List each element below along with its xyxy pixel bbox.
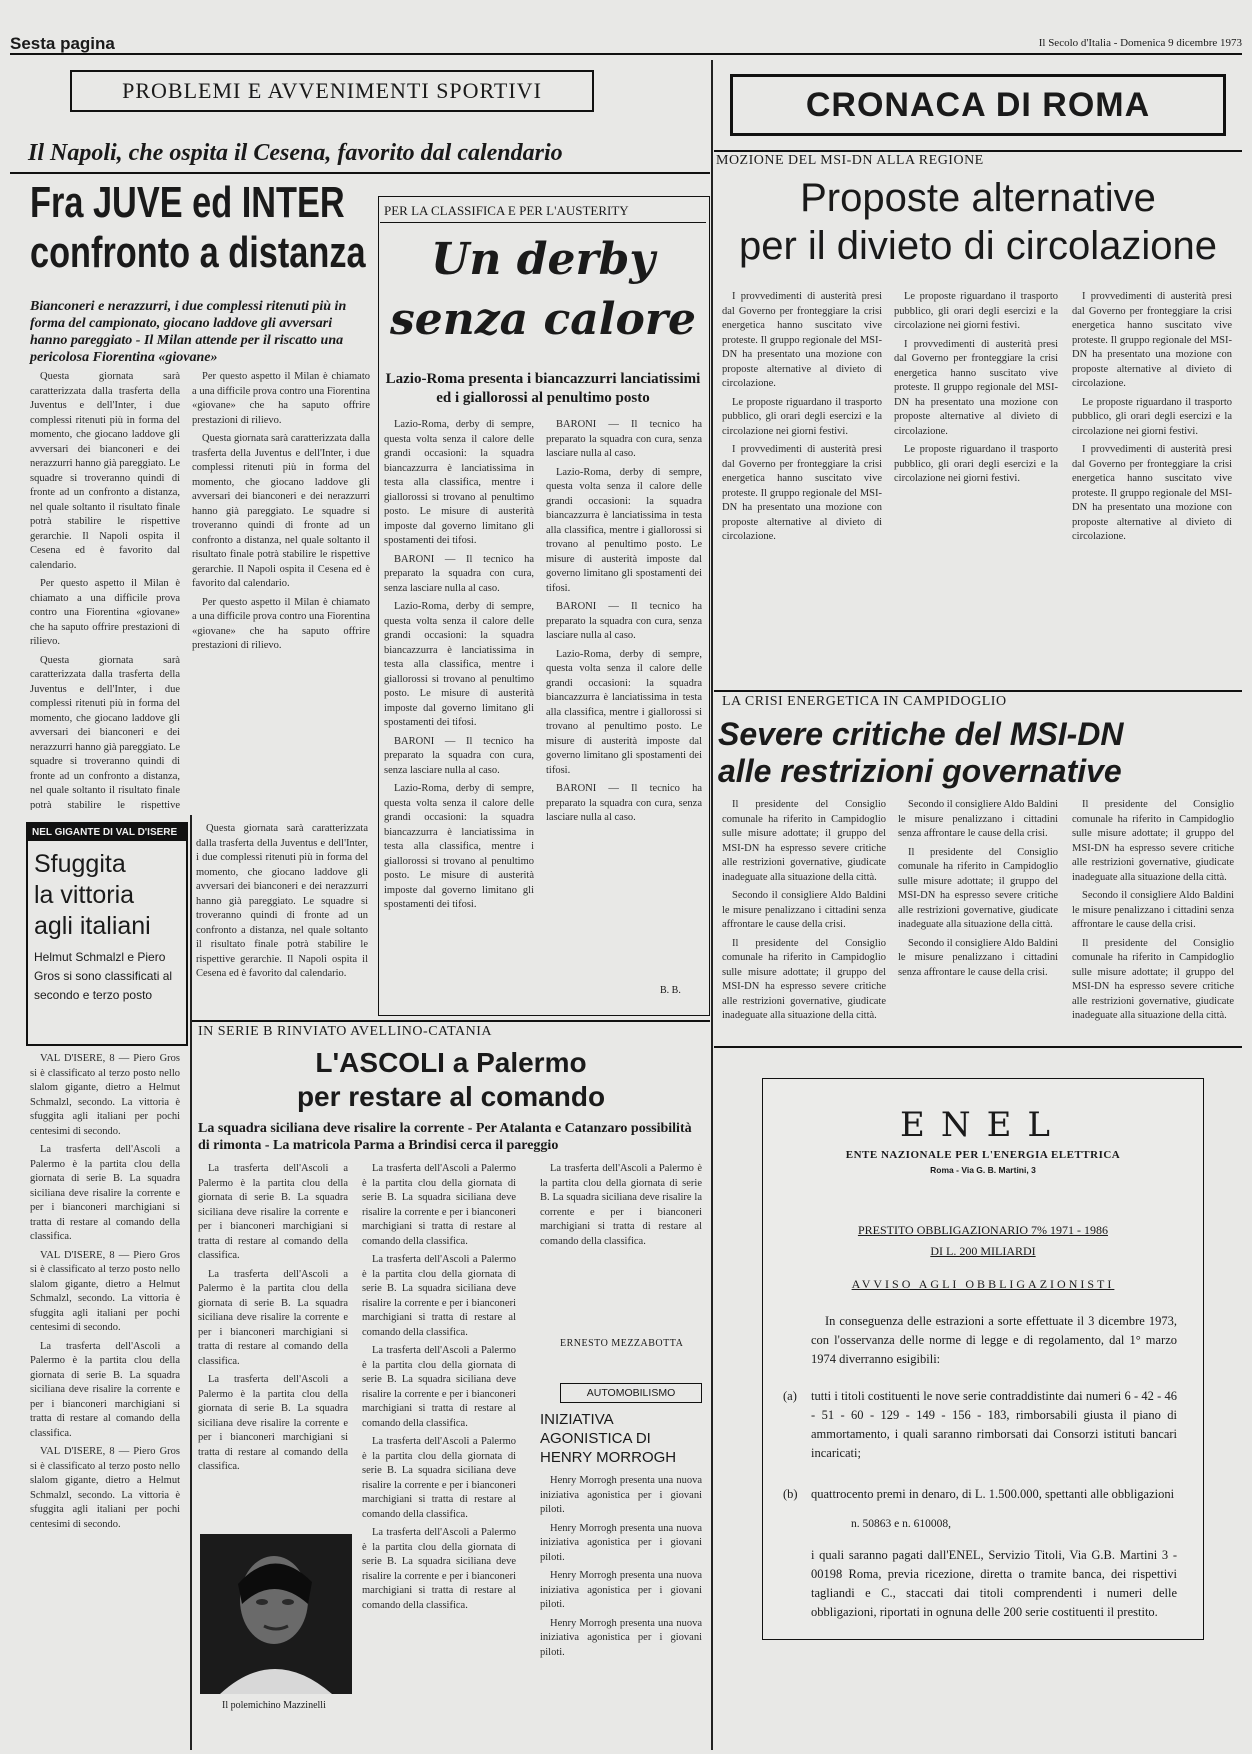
paragraph: Henry Morrogh presenta una nuova iniziativa agonistica per i giovani piloti. [540,1570,702,1610]
item-label: (b) [783,1487,798,1501]
paragraph: La trasferta dell'Ascoli a Palermo è la partita clou della giornata di serie B. La squadra siciliana deve risalire la corrente e per i bianconeri marchigiani si tratta di restare al comando della classifica. [362,1527,516,1611]
paragraph: La trasferta dell'Ascoli a Palermo è la partita clou della giornata di serie B. La squadra siciliana deve risalire la corrente e per i bianconeri marchigiani si tratta di restare al comando della classifica. [198,1374,348,1472]
paragraph: Secondo il consigliere Aldo Baldini le misure penalizzano i cittadini senza affrontare le cause della crisi. [1072,890,1234,930]
paragraph: La trasferta dell'Ascoli a Palermo è la partita clou della giornata di serie B. La squadra siciliana deve risalire la corrente e per i bianconeri marchigiani si tratta di restare al comando della classifica. [540,1163,702,1247]
newspaper-dateline: Il Secolo d'Italia - Domenica 9 dicembre 1973 [1038,37,1242,49]
headline-line-1: Severe critiche del MSI-DN [718,716,1124,752]
enel-item-a [783,1387,1177,1463]
enel-loan-title: PRESTITO OBBLIGAZIONARIO 7% 1971 - 1986 [857,1223,1109,1237]
paragraph: Lazio-Roma, derby di sempre, questa volta senza il calore delle grandi occasioni: la squadra biancazzurra è lanciatissima in testa alla classifica, mentre i giallorossi si trovano al penultimo posto. Le misure di austerità imposte dal governo limitano gli spostamenti dei tifosi. [546,466,702,594]
paragraph: Per questo aspetto il Milan è chiamato a una difficile prova contro una Fiorentina «giovane» che ha saputo offrire prestazioni di rilievo. [30,578,180,647]
msi-body-col1 [722,290,882,685]
paragraph: Questa giornata sarà caratterizzata dalla trasferta della Juventus e dell'Inter, i due complessi ritenuti più in forma del momento, che giocano laddove gli avversari dei bianconeri e dei nerazzurri hanno già pareggiato. Le squadre si troveranno quindi di fronte ad un confronto a distanza, nel quale soltanto il risultato finale potrà stabilire le rispettive gerarchie. Il Napoli ospita il Cesena ed è favorito dal calendario. [196,823,368,979]
auto-section-label: AUTOMOBILISMO [560,1383,702,1403]
paragraph: Il presidente del Consiglio comunale ha riferito in Campidoglio sulle misure adottate; il gruppo del MSI-DN ha espresso severe critiche alle restrizioni governative, giudicate inadeguate alla situazione della città. [722,937,886,1021]
enel-loan-amount: DI L. 200 MILIARDI [930,1244,1036,1258]
paragraph: La trasferta dell'Ascoli a Palermo è la partita clou della giornata di serie B. La squadra siciliana deve risalire la corrente e per i bianconeri marchigiani si tratta di restare al comando della classifica. [362,1254,516,1338]
msi-body-col3 [1072,290,1232,685]
crisi-top-rule [714,690,1242,692]
paragraph: I provvedimenti di austerità presi dal Governo per fronteggiare la crisi energetica hanno suscitato vive proteste. Il gruppo regionale del MSI-DN ha presentato una mozione con proposte alternative al divieto di circolazione. [1072,291,1232,389]
paragraph: BARONI — Il tecnico ha preparato la squadra con cura, senza lasciare nulla al caso. [384,735,534,776]
paragraph: I provvedimenti di austerità presi dal Governo per fronteggiare la crisi energetica hanno suscitato vive proteste. Il gruppo regionale del MSI-DN ha presentato una mozione con proposte alternative al divieto di circolazione. [894,338,1058,437]
paragraph: La trasferta dell'Ascoli a Palermo è la partita clou della giornata di serie B. La squadra siciliana deve risalire la corrente e per i bianconeri marchigiani si tratta di restare al comando della classifica. [362,1345,516,1429]
headline-line-2: per il divieto di circolazione [738,224,1217,268]
strap-rule [10,172,710,174]
headline-line-1: Un derby [431,234,655,285]
derby-kicker-rule [380,222,706,223]
ascoli-body-col3 [540,1162,702,1327]
paragraph: I provvedimenti di austerità presi dal Governo per fronteggiare la crisi energetica hanno suscitato vive proteste. Il gruppo regionale del MSI-DN ha presentato una mozione con proposte alternative al divieto di circolazione. [722,291,882,389]
crisi-headline [718,716,1246,790]
paragraph: Questa giornata sarà caratterizzata dalla trasferta della Juventus e dell'Inter, i due complessi ritenuti più in forma del momento, che giocano laddove gli avversari dei bianconeri e dei nerazzurri hanno già pareggiato. Le squadre si troveranno quindi di fronte ad un confronto a distanza, nel quale soltanto il risultato finale potrà stabilire le rispettive gerarchie. Il Napoli ospita il Cesena ed è favorito dal calendario. [192,433,370,589]
msi-headline [714,174,1242,270]
paragraph: Questa giornata sarà caratterizzata dalla trasferta della Juventus e dell'Inter, i due complessi ritenuti più in forma del momento, che giocano laddove gli avversari dei bianconeri e dei nerazzurri hanno già pareggiato. Le squadre si troveranno quindi di fronte ad un confronto a distanza, nel quale soltanto il risultato finale potrà stabilire le rispettive gerarchie. Il Napoli ospita il Cesena ed è favorito dal calendario. [30,371,180,571]
paragraph: Le proposte riguardano il trasporto pubblico, gli orari degli esercizi e la circolazione nei giorni festivi. [1072,396,1232,437]
juve-inter-deck: Bianconeri e nerazzurri, i due complessi ritenuti più in forma del campionato, giocano laddove gli avversari hanno pareggiato - Il Milan attende per il riscatto una pericolosa Fiorentina «giovane» [30,299,347,365]
paragraph: La trasferta dell'Ascoli a Palermo è la partita clou della giornata di serie B. La squadra siciliana deve risalire la corrente e per i bianconeri marchigiani si tratta di restare al comando della classifica. [30,1340,180,1439]
paragraph: La trasferta dell'Ascoli a Palermo è la partita clou della giornata di serie B. La squadra siciliana deve risalire la corrente e per i bianconeri marchigiani si tratta di restare al comando della classifica. [362,1436,516,1520]
headline-line-2: alle restrizioni governative [718,753,1122,789]
msi-body-col2 [894,290,1058,685]
derby-deck: Lazio-Roma presenta i biancazzurri lanciatissimi ed i giallorossi al penultimo posto [385,371,701,406]
headline-line-3: agli italiani [34,912,151,940]
headline-line-1: Sfuggita [34,850,126,878]
paragraph: Questa giornata sarà caratterizzata dalla trasferta della Juventus e dell'Inter, i due complessi ritenuti più in forma del momento, che giocano laddove gli avversari dei bianconeri e dei nerazzurri hanno già pareggiato. Le squadre si troveranno quindi di fronte ad un confronto a distanza, nel quale soltanto il risultato finale potrà stabilire le rispettive [30,654,180,810]
paragraph: VAL D'ISERE, 8 — Piero Gros si è classificato al terzo posto nello slalom gigante, dietro a Helmut Schmalzl, secondo. La vittoria è sfuggita agli italiani per pochi centesimi di secondo. [30,1249,180,1333]
crisi-body-col1 [722,798,886,1038]
paragraph: BARONI — Il tecnico ha preparato la squadra con cura, senza lasciare nulla al caso. [546,783,702,823]
paragraph: Secondo il consigliere Aldo Baldini le misure penalizzano i cittadini senza affrontare le cause della crisi. [898,937,1058,978]
enel-bond-numbers: n. 50863 e n. 610008, [851,1518,951,1530]
ascoli-body-col2 [362,1162,516,1737]
enel-address: Roma - Via G. B. Martini, 3 [930,1165,1036,1175]
enel-full-name: ENTE NAZIONALE PER L'ENERGIA ELETTRICA [845,1149,1121,1161]
paragraph: BARONI — Il tecnico ha preparato la squadra con cura, senza lasciare nulla al caso. [546,601,702,641]
paragraph: Il presidente del Consiglio comunale ha riferito in Campidoglio sulle misure adottate; il gruppo del MSI-DN ha espresso severe critiche alle restrizioni governative, giudicate inadeguate alla situazione della città. [1072,799,1234,883]
sports-strap: Il Napoli, che ospita il Cesena, favorito dal calendario [28,140,563,166]
enel-closing: i quali saranno pagati dall'ENEL, Servizio Titoli, Via G.B. Martini 3 - 00198 Roma, previa ricezione, diretta o tramite banca, dei rispettivi tagliandi e C., staccati dai titoli comprendenti i numeri delle obbligazioni, riportati in ognuna delle 200 serie costituenti il prestito. [811,1548,1177,1619]
paragraph: BARONI — Il tecnico ha preparato la squadra con cura, senza lasciare nulla al caso. [384,553,534,594]
paragraph: Il presidente del Consiglio comunale ha riferito in Campidoglio sulle misure adottate; il gruppo del MSI-DN ha espresso severe critiche alle restrizioni governative, giudicate inadeguate alla situazione della città. [1072,937,1234,1021]
paragraph: La trasferta dell'Ascoli a Palermo è la partita clou della giornata di serie B. La squadra siciliana deve risalire la corrente e per i bianconeri marchigiani si tratta di restare al comando della classifica. [198,1268,348,1367]
ascoli-headline [192,1046,710,1114]
paragraph: Le proposte riguardano il trasporto pubblico, gli orari degli esercizi e la circolazione nei giorni festivi. [894,444,1058,484]
paragraph: Henry Morrogh presenta una nuova iniziativa agonistica per i giovani piloti. [540,1475,702,1515]
paragraph: I provvedimenti di austerità presi dal Governo per fronteggiare la crisi energetica hanno suscitato vive proteste. Il gruppo regionale del MSI-DN ha presentato una mozione con proposte alternative al divieto di circolazione. [722,444,882,542]
auto-body [540,1474,702,1739]
paragraph: I provvedimenti di austerità presi dal Governo per fronteggiare la crisi energetica hanno suscitato vive proteste. Il gruppo regionale del MSI-DN ha presentato una mozione con proposte alternative al divieto di circolazione. [1072,444,1232,542]
paragraph: VAL D'ISERE, 8 — Piero Gros si è classificato al terzo posto nello slalom gigante, dietro a Helmut Schmalzl, secondo. La vittoria è sfuggita agli italiani per pochi centesimi di secondo. [30,1446,180,1530]
crisi-body-col3 [1072,798,1234,1038]
roma-banner: CRONACA DI ROMA [730,74,1226,136]
ascoli-kicker: IN SERIE B RINVIATO AVELLINO-CATANIA [198,1024,493,1039]
headline-line-2: la vittoria [34,881,135,909]
paragraph: Henry Morrogh presenta una nuova iniziativa agonistica per i giovani piloti. [540,1617,702,1658]
derby-body-col2 [546,418,702,978]
headline-line-2: senza calore [389,294,697,345]
headline-line-2: per restare al comando [296,1081,606,1112]
column-divider-ski [190,815,192,1750]
page-section-label: Sesta pagina [10,34,115,53]
headline-line-1: L'ASCOLI a Palermo [315,1047,587,1078]
juve-inter-body [30,370,180,810]
enel-advertisement [762,1078,1204,1640]
sports-banner: PROBLEMI E AVVENIMENTI SPORTIVI [70,70,594,112]
ski-headline [28,841,186,942]
paragraph: Lazio-Roma, derby di sempre, questa volta senza il calore delle grandi occasioni: la squadra biancazzurra è lanciatissima in testa alla classifica, mentre i giallorossi si trovano al penultimo posto. Le misure di austerità imposte dal governo limitano gli spostamenti dei tifosi. [546,648,702,776]
paragraph: Per questo aspetto il Milan è chiamato a una difficile prova contro una Fiorentina «giovane» che ha saputo offrire prestazioni di rilievo. [192,371,370,426]
paragraph: Secondo il consigliere Aldo Baldini le misure penalizzano i cittadini senza affrontare le cause della crisi. [898,799,1058,839]
ski-box [26,822,188,1046]
item-text: quattrocento premi in denaro, di L. 1.500.000, spettanti alle obbligazioni [811,1487,1175,1501]
ski-body [30,1052,180,1742]
msi-kicker: MOZIONE DEL MSI-DN ALLA REGIONE [716,153,984,168]
paragraph: BARONI — Il tecnico ha preparato la squadra con cura, senza lasciare nulla al caso. [546,419,702,459]
enel-logo: ENEL [900,1105,1066,1145]
derby-kicker: PER LA CLASSIFICA E PER L'AUSTERITY [384,203,629,218]
column-divider-main [711,60,713,1750]
derby-body-col1 [384,418,534,1003]
player-photo [200,1534,352,1694]
ascoli-deck: La squadra siciliana deve risalire la corrente - Per Atalanta e Catanzaro possibilità di rimonta - La matricola Parma a Brindisi cerca il pareggio [198,1121,692,1153]
paragraph: La trasferta dell'Ascoli a Palermo è la partita clou della giornata di serie B. La squadra siciliana deve risalire la corrente e per i bianconeri marchigiani si tratta di restare al comando della classifica. [30,1144,180,1242]
enel-notice-title: AVVISO AGLI OBBLIGAZIONISTI [851,1277,1115,1291]
crisi-body-col2 [898,798,1058,1038]
paragraph: La trasferta dell'Ascoli a Palermo è la partita clou della giornata di serie B. La squadra siciliana deve risalire la corrente e per i bianconeri marchigiani si tratta di restare al comando della classifica. [198,1163,348,1261]
paragraph: Le proposte riguardano il trasporto pubblico, gli orari degli esercizi e la circolazione nei giorni festivi. [894,291,1058,331]
paragraph: Lazio-Roma, derby di sempre, questa volta senza il calore delle grandi occasioni: la squadra biancazzurra è lanciatissima in testa alla classifica, mentre i giallorossi si trovano al penultimo posto. Le misure di austerità imposte dal governo limitano gli spostamenti dei tifosi. [384,419,534,546]
derby-headline [382,230,704,350]
ski-kicker: NEL GIGANTE DI VAL D'ISERE [28,824,186,841]
item-text: tutti i titoli costituenti le nove serie contraddistinte dai numeri 6 - 42 - 46 - 51 - 60 - 129 - 149 - 156 - 183, rimborsabili giusta il piano di ammortamento, i quali saranno rimborsati dai Consorzi istituti bancari incaricati; [811,1389,1177,1460]
roma-banner-rule [714,150,1242,152]
headline-line-2: confronto a distanza [30,228,366,277]
paragraph: Per questo aspetto il Milan è chiamato a una difficile prova contro una Fiorentina «giovane» che ha saputo offrire prestazioni di rilievo. [192,596,370,651]
paragraph: Il presidente del Consiglio comunale ha riferito in Campidoglio sulle misure adottate; il gruppo del MSI-DN ha espresso severe critiche alle restrizioni governative, giudicate inadeguate alla situazione della città. [898,846,1058,930]
enel-intro: In conseguenza delle estrazioni a sorte effettuate il 3 dicembre 1973, con l'osservanza delle norme di legge e di regolamento, dal 1° marzo 1974 diverranno esigibili: [811,1314,1177,1366]
juve-inter-headline [30,178,400,278]
headline-line-1: Proposte alternative [800,176,1156,220]
item-label: (a) [783,1389,797,1403]
paragraph: La trasferta dell'Ascoli a Palermo è la partita clou della giornata di serie B. La squadra siciliana deve risalire la corrente e per i bianconeri marchigiani si tratta di restare al comando della classifica. [362,1163,516,1247]
auto-headline: INIZIATIVA AGONISTICA DI HENRY MORROGH [540,1411,677,1466]
crisi-kicker: LA CRISI ENERGETICA IN CAMPIDOGLIO [722,694,1007,709]
derby-signoff: B. B. [660,985,681,996]
photo-caption: Il polemichino Mazzinelli [222,1700,326,1711]
ascoli-byline: ERNESTO MEZZABOTTA [560,1338,684,1349]
player-portrait-image [200,1534,352,1694]
ascoli-top-rule [192,1020,710,1022]
paragraph: Lazio-Roma, derby di sempre, questa volta senza il calore delle grandi occasioni: la squadra biancazzurra è lanciatissima in testa alla classifica, mentre i giallorossi si trovano al penultimo posto. Le misure di austerità imposte dal governo limitano gli spostamenti dei tifosi. [384,783,534,910]
paragraph: Henry Morrogh presenta una nuova iniziativa agonistica per i giovani piloti. [540,1522,702,1563]
masthead-rule [10,53,1242,55]
juve-inter-body-col2 [192,370,370,810]
paragraph: VAL D'ISERE, 8 — Piero Gros si è classificato al terzo posto nello slalom gigante, dietro a Helmut Schmalzl, secondo. La vittoria è sfuggita agli italiani per pochi centesimi di secondo. [30,1053,180,1137]
ski-deck: Helmut Schmalzl e Piero Gros si sono classificati al secondo e terzo posto [34,950,173,1002]
paragraph: Il presidente del Consiglio comunale ha riferito in Campidoglio sulle misure adottate; il gruppo del MSI-DN ha espresso severe critiche alle restrizioni governative, giudicate inadeguate alla situazione della città. [722,799,886,883]
headline-line-1: Fra JUVE ed INTER [30,178,345,227]
paragraph: Lazio-Roma, derby di sempre, questa volta senza il calore delle grandi occasioni: la squadra biancazzurra è lanciatissima in testa alla classifica, mentre i giallorossi si trovano al penultimo posto. Le misure di austerità imposte dal governo limitano gli spostamenti dei tifosi. [384,601,534,728]
enel-top-rule [714,1046,1242,1048]
ascoli-body-col1 [198,1162,348,1517]
juve-inter-continued [196,822,368,1002]
paragraph: Secondo il consigliere Aldo Baldini le misure penalizzano i cittadini senza affrontare le cause della crisi. [722,890,886,930]
paragraph: Le proposte riguardano il trasporto pubblico, gli orari degli esercizi e la circolazione nei giorni festivi. [722,396,882,437]
enel-item-b [783,1485,1177,1504]
